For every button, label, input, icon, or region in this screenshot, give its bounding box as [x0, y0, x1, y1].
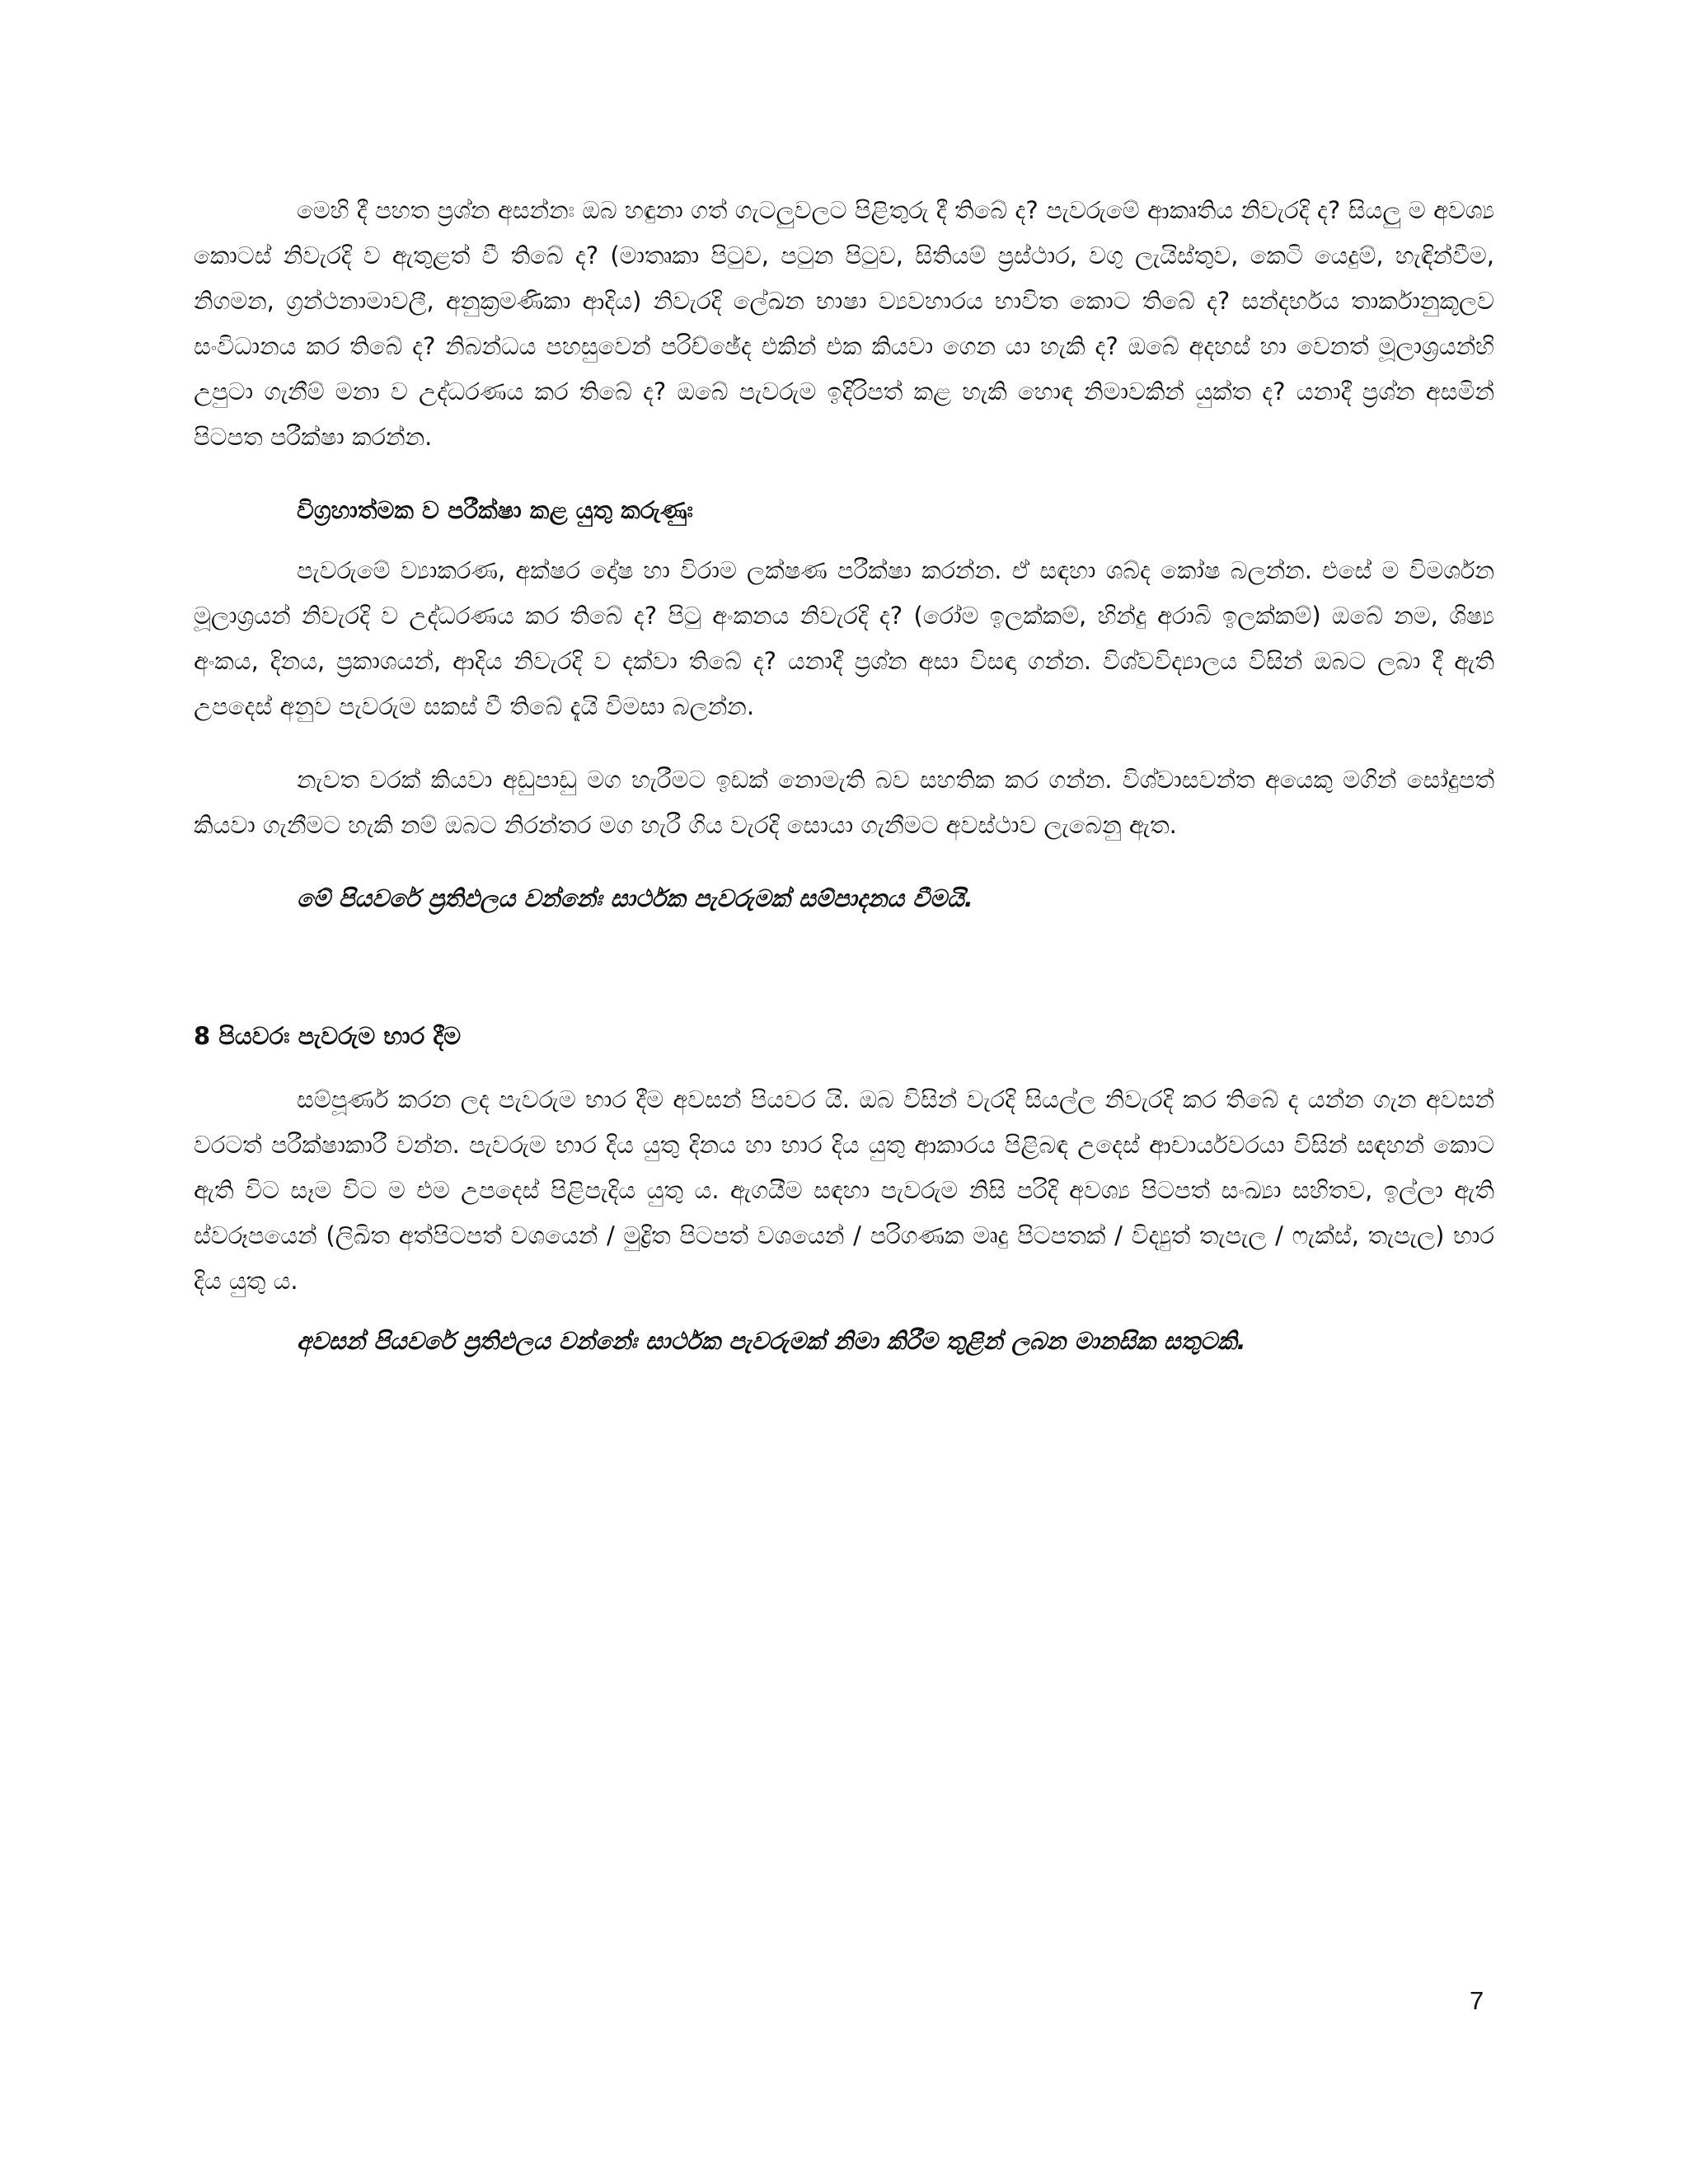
submission-paragraph: සම්පූර්ණ කරන ලද පැවරුම භාර දීම අවසන් පියවර යි. ඔබ විසින් වැරදි සියල්ල නිවැරදි කර තිබේ ද යන්න ගැන අවසන් වරටත් පරීක්ෂාකාරී වන්න. පැවරුම භාර දිය යුතු දිනය හා භාර දිය යුතු ආකාරය පිළිබඳ උදෙස් ආචාර්යවරයා විසින් සඳහන් කොට ඇති විට සෑම විට ම එම උපදෙස් පිළිපැදිය යුතු ය. ඇගයීම සඳහා පැවරුම නිසි පරිදි අවශ්‍ය පිටපත් සංඛ්‍යා සහිතව, ඉල්ලා ඇති ස්වරූපයෙන් (ලිඛිත අත්පිටපත් වශයෙන් / මුද්‍රිත පිටපත් වශයෙන් / පරිගණක මෘදු පිටපතක් / විද්‍යුත් තැපැල / ෆැක්ස්, තැපැල) භාර දිය යුතු ය.	[194, 1085, 1494, 1295]
final-result-statement: අවසන් පියවරේ ප්‍රතිඵලය වන්නේඃ සාර්ථක පැවරුමක් නිමා කිරීම තුළින් ලබන මානසික සතුටකි.	[297, 1327, 1246, 1355]
grammar-check-paragraph: පැවරුමේ ව්‍යාකරණ, අක්ෂර දෝෂ හා විරාම ලක්ෂණ පරීක්ෂා කරන්න. ඒ සඳහා ශබ්ද කෝෂ බලන්න. එසේ ම විමර්ශන මූලාශ්‍රයන් නිවැරදි ව උද්ධරණය කර තිබේ ද? පිටු අංකනය නිවැරදි ද? (රෝම ඉලක්කම්, හින්දු අරාබි ඉලක්කම්) ඔබේ නම, ශිෂ්‍ය අංකය, දිනය, ප්‍රකාශයන්, ආදිය නිවැරදි ව දක්වා තිබේ ද? යනාදී ප්‍රශ්න අසා විසඳා ගන්න. විශ්වවිද්‍යාලය විසින් ඔබට ලබා දී ඇති උපදෙස් අනුව පැවරුම සකස් වී තිබේ දැයි විමසා බලන්න.	[194, 556, 1494, 720]
step-8-heading: 8 පියවරඃ පැවරුම භාර දීම	[194, 1022, 462, 1050]
step-result-statement: මේ පියවරේ ප්‍රතිඵලය වන්නේඃ සාර්ථක පැවරුමක් සම්පාදනය වීමයි.	[297, 884, 973, 912]
page-number: 7	[1470, 1986, 1484, 2015]
critical-review-heading: විග්‍රහාත්මක ව පරීක්ෂා කළ යුතු කරුණුඃ	[297, 496, 693, 524]
page-content	[194, 188, 1494, 1364]
reread-paragraph: නැවත වරක් කියවා අඩුපාඩු මග හැරීමට ඉඩක් නොමැති බව සහතික කර ගන්න. විශ්වාසවන්ත අයෙකු මගින් සෝදුපත් කියවා ගැනීමට හැකි නම් ඔබට නිරන්තර මග හැරී ගිය වැරදි සොයා ගැනීමට අවස්ථාව ලැබෙනු ඇත.	[194, 766, 1494, 839]
review-intro-paragraph: මෙහි දී පහත ප්‍රශ්න අසන්නඃ ඔබ හඳුනා ගත් ගැටලුවලට පිළිතුරු දී තිබේ ද? පැවරුමේ ආකෘතිය නිවැරදි ද? සියලු ම අවශ්‍ය කොටස් නිවැරදි ව ඇතුළත් වී තිබේ ද? (මාතෘකා පිටුව, පටුන පිටුව, සිතියම් ප්‍රස්ථාර, වගු ලැයිස්තුව, කෙටි යෙදුම්, හැඳින්වීම, නිගමන, ග්‍රන්ථනාමාවලී, අනුක්‍රමණිකා ආදිය) නිවැරදි ලේඛන භාෂා ව්‍යවහාරය භාවිත කොට තිබේ ද? සන්දර්භය තාර්කානුකූලව සංවිධානය කර තිබේ ද? නිබන්ධය පහසුවෙන් පරිච්ඡේද එකින් එක කියවා ගෙන යා හැකි ද? ඔබේ අදහස් හා වෙනත් මූලාශ්‍රයන්හි උපුටා ගැනීම් මනා ව උද්ධරණය කර තිබේ ද? ඔබේ පැවරුම ඉදිරිපත් කළ හැකි හොඳ නිමාවකින් යුක්ත ද? යනාදී ප්‍රශ්න අසමින් පිටපත පරීක්ෂා කරන්න.	[194, 196, 1494, 451]
